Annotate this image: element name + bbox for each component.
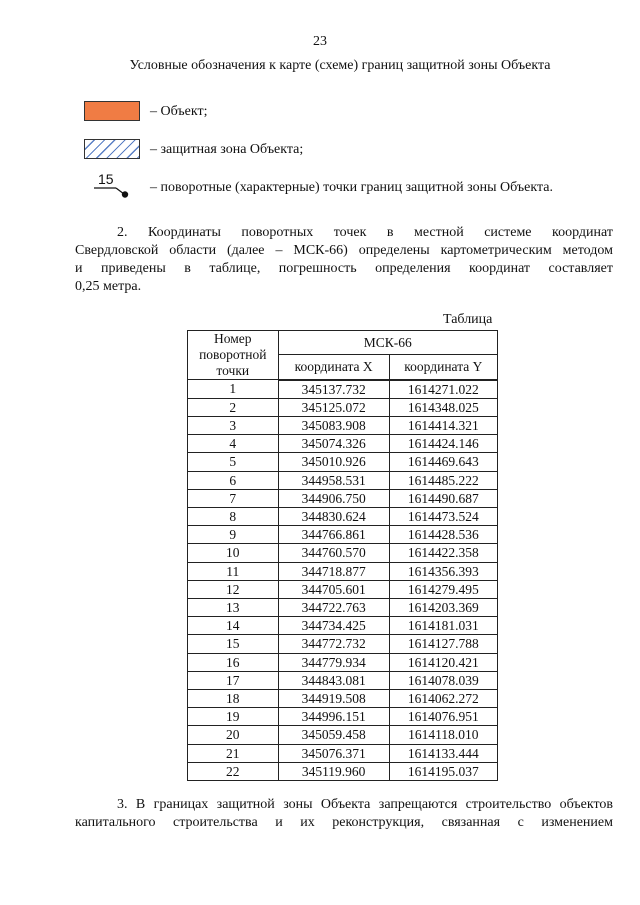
y-coordinate-cell: 1614473.524: [389, 507, 497, 525]
y-coordinate-cell: 1614133.444: [389, 744, 497, 762]
y-coordinate-cell: 1614195.037: [389, 762, 497, 780]
table-row: [188, 416, 498, 434]
point-number-cell: 2: [188, 398, 279, 416]
x-coordinate-cell: 344772.732: [278, 635, 389, 653]
table-row: [188, 726, 498, 744]
point-number-cell: 5: [188, 453, 279, 471]
y-coordinate-cell: 1614469.643: [389, 453, 497, 471]
paragraph-2: [75, 224, 613, 296]
point-number-cell: 15: [188, 635, 279, 653]
y-coordinate-cell: 1614271.022: [389, 380, 497, 399]
point-number-cell: 7: [188, 489, 279, 507]
table-row: [188, 544, 498, 562]
y-coordinate-cell: 1614118.010: [389, 726, 497, 744]
x-coordinate-cell: 345076.371: [278, 744, 389, 762]
x-coordinate-cell: 345059.458: [278, 726, 389, 744]
y-coordinate-cell: 1614120.421: [389, 653, 497, 671]
paragraph-3-line: капитального строительства и их реконструкция, связанная с изменением: [75, 815, 613, 830]
point-number-cell: 8: [188, 507, 279, 525]
object-swatch: [84, 101, 140, 121]
x-coordinate-cell: 344779.934: [278, 653, 389, 671]
y-coordinate-cell: 1614062.272: [389, 689, 497, 707]
point-number-cell: 13: [188, 598, 279, 616]
paragraph-2-line: и приведены в таблице, погрешность определения координат составляет: [75, 261, 613, 276]
table-row: [188, 380, 498, 399]
legend-zone-label: – защитная зона Объекта;: [150, 142, 304, 157]
table-row: [188, 598, 498, 616]
legend-object-label: – Объект;: [150, 104, 208, 119]
point-number-cell: 20: [188, 726, 279, 744]
table-row: [188, 435, 498, 453]
legend-title: Условные обозначения к карте (схеме) границ защитной зоны Объекта: [129, 58, 551, 73]
point-number-cell: 4: [188, 435, 279, 453]
point-number-cell: 16: [188, 653, 279, 671]
page-number: 23: [313, 34, 327, 49]
paragraph-3-line: 3. В границах защитной зоны Объекта запрещаются строительство объектов: [117, 797, 613, 812]
turning-point-symbol: [94, 171, 140, 201]
header-coordinate-system: МСК-66: [278, 331, 497, 355]
coordinates-table: [187, 330, 498, 781]
x-coordinate-cell: 344718.877: [278, 562, 389, 580]
x-coordinate-cell: 344906.750: [278, 489, 389, 507]
table-body: [188, 380, 498, 781]
x-coordinate-cell: 344722.763: [278, 598, 389, 616]
point-number-cell: 18: [188, 689, 279, 707]
point-number-cell: 1: [188, 380, 279, 399]
y-coordinate-cell: 1614076.951: [389, 708, 497, 726]
table-row: [188, 489, 498, 507]
point-number-cell: 12: [188, 580, 279, 598]
y-coordinate-cell: 1614422.358: [389, 544, 497, 562]
header-x: координата X: [278, 355, 389, 380]
x-coordinate-cell: 345137.732: [278, 380, 389, 399]
y-coordinate-cell: 1614414.321: [389, 416, 497, 434]
table-row: [188, 744, 498, 762]
point-number-cell: 9: [188, 526, 279, 544]
point-number-cell: 10: [188, 544, 279, 562]
point-number-cell: 22: [188, 762, 279, 780]
table-row: [188, 708, 498, 726]
table-row: [188, 671, 498, 689]
y-coordinate-cell: 1614485.222: [389, 471, 497, 489]
x-coordinate-cell: 345074.326: [278, 435, 389, 453]
point-number-cell: 6: [188, 471, 279, 489]
x-coordinate-cell: 344766.861: [278, 526, 389, 544]
y-coordinate-cell: 1614348.025: [389, 398, 497, 416]
y-coordinate-cell: 1614424.146: [389, 435, 497, 453]
y-coordinate-cell: 1614181.031: [389, 617, 497, 635]
point-number-cell: 19: [188, 708, 279, 726]
point-number-cell: 21: [188, 744, 279, 762]
table-row: [188, 580, 498, 598]
y-coordinate-cell: 1614279.495: [389, 580, 497, 598]
paragraph-2-line: 0,25 метра.: [75, 279, 142, 294]
point-number-cell: 11: [188, 562, 279, 580]
paragraph-2-line: 2. Координаты поворотных точек в местной системе координат: [117, 225, 613, 240]
table-row: [188, 507, 498, 525]
x-coordinate-cell: 344996.151: [278, 708, 389, 726]
table-row: [188, 635, 498, 653]
x-coordinate-cell: 344919.508: [278, 689, 389, 707]
table-row: [188, 653, 498, 671]
x-coordinate-cell: 345010.926: [278, 453, 389, 471]
y-coordinate-cell: 1614490.687: [389, 489, 497, 507]
x-coordinate-cell: 345083.908: [278, 416, 389, 434]
y-coordinate-cell: 1614078.039: [389, 671, 497, 689]
x-coordinate-cell: 344760.570: [278, 544, 389, 562]
paragraph-3: [75, 796, 613, 832]
y-coordinate-cell: 1614428.536: [389, 526, 497, 544]
x-coordinate-cell: 344843.081: [278, 671, 389, 689]
table-row: [188, 526, 498, 544]
x-coordinate-cell: 345119.960: [278, 762, 389, 780]
y-coordinate-cell: 1614356.393: [389, 562, 497, 580]
x-coordinate-cell: 345125.072: [278, 398, 389, 416]
point-number-cell: 17: [188, 671, 279, 689]
point-number-text: 15: [98, 171, 114, 187]
table-row: [188, 562, 498, 580]
point-number-cell: 3: [188, 416, 279, 434]
table-row: [188, 689, 498, 707]
x-coordinate-cell: 344734.425: [278, 617, 389, 635]
table-row: [188, 453, 498, 471]
zone-hatch-swatch: [84, 139, 140, 159]
paragraph-2-line: Свердловской области (далее – МСК-66) определены картометрическим методом: [75, 243, 613, 258]
table-row: [188, 617, 498, 635]
table-row: [188, 471, 498, 489]
legend-point-label: – поворотные (характерные) точки границ защитной зоны Объекта.: [150, 180, 553, 195]
x-coordinate-cell: 344830.624: [278, 507, 389, 525]
header-y: координата Y: [389, 355, 497, 380]
table-caption: Таблица: [443, 312, 493, 327]
y-coordinate-cell: 1614127.788: [389, 635, 497, 653]
table-row: [188, 398, 498, 416]
header-point-number: Номер поворотной точки: [188, 331, 279, 380]
x-coordinate-cell: 344958.531: [278, 471, 389, 489]
x-coordinate-cell: 344705.601: [278, 580, 389, 598]
table-row: [188, 762, 498, 780]
point-number-cell: 14: [188, 617, 279, 635]
y-coordinate-cell: 1614203.369: [389, 598, 497, 616]
